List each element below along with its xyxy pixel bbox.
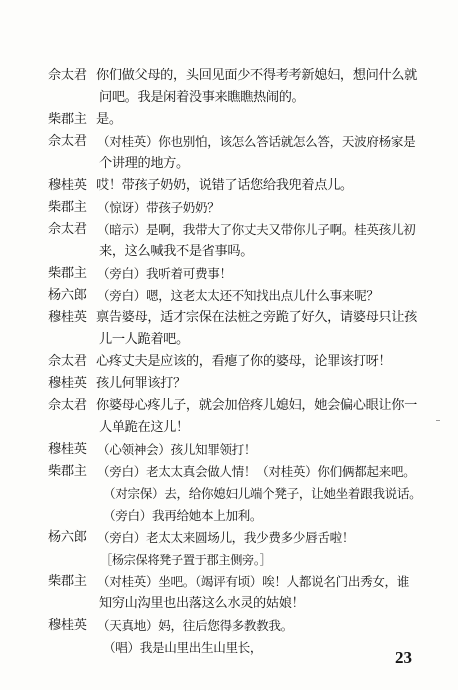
dialogue-line	[0, 351, 458, 373]
dialogue-text: 来，这么喊我不是省事吗。	[99, 244, 254, 259]
dialogue-text: 你婆母心疼儿子，就会加倍疼儿媳妇，她会偏心眼让你一	[96, 398, 417, 413]
speaker-name: 穆桂英	[48, 310, 87, 325]
dialogue-text: 是。	[96, 112, 122, 127]
speaker-name: 柴郡主	[48, 574, 87, 589]
dialogue-line	[0, 637, 458, 659]
stage-direction-text: ［杨宗保将凳子置于郡主侧旁。］	[100, 553, 272, 567]
speaker-name: 杨六郎	[48, 530, 87, 545]
dialogue-line	[0, 527, 458, 549]
dialogue-line	[0, 175, 458, 197]
dialogue-line	[0, 417, 458, 439]
dialogue-text: （对桂英）你也别怕，该怎么答话就怎么答，天波府杨家是	[97, 134, 416, 149]
dialogue-text: （惊讶）带孩子奶奶？	[97, 200, 220, 215]
dialogue-line	[0, 593, 458, 615]
speaker-name: 柴郡主	[48, 464, 87, 479]
dialogue-text: 问吧。我是闲着没事来瞧瞧热闹的。	[99, 90, 305, 105]
speaker-name: 柴郡主	[48, 200, 87, 215]
speaker-name: 穆桂英	[48, 618, 87, 633]
dialogue-line	[0, 307, 458, 329]
dialogue-line	[0, 461, 458, 483]
speaker-name: 佘太君	[48, 398, 87, 413]
dialogue-text: （对桂英）坐吧。（竭评有顷）唉！人都说名门出秀女，谁	[97, 574, 410, 589]
dialogue-line	[0, 109, 458, 131]
dialogue-line	[0, 263, 458, 285]
dialogue-text: 人单跪在这儿！	[99, 420, 189, 435]
speaker-name: 佘太君	[48, 134, 87, 149]
dialogue-line	[0, 65, 458, 87]
dialogue-text: （旁白）我听着可费事！	[97, 266, 232, 281]
dialogue-text: 个讲理的地方。	[99, 156, 189, 171]
dialogue-line	[0, 615, 458, 637]
dialogue-line	[0, 87, 458, 109]
speaker-name: 佘太君	[48, 222, 87, 237]
stage-direction-line	[0, 549, 458, 571]
dialogue-line	[0, 153, 458, 175]
speaker-name: 杨六郎	[48, 288, 87, 303]
dialogue-line	[0, 241, 458, 263]
dialogue-text: 心疼丈夫是应该的，看瘪了你的婆母，论罪该打呀！	[96, 354, 392, 369]
dialogue-text: （旁白）我再给她本上加利。	[103, 508, 263, 523]
dialogue-text: 儿一人跪着吧。	[99, 332, 189, 347]
dialogue-text: （旁白）老太太真会做人情！（对桂英）你们俩都起来吧。	[97, 464, 416, 479]
dialogue-line	[0, 505, 458, 527]
speaker-name: 穆桂英	[48, 178, 87, 193]
dialogue-text: 你们做父母的，头回见面少不得考考新媳妇，想问什么就	[96, 68, 417, 83]
dialogue-line	[0, 483, 458, 505]
dialogue-line	[0, 373, 458, 395]
dialogue-line	[0, 197, 458, 219]
dialogue-text: （暗示）是啊，我带大了你丈夫又带你儿子啊。桂英孩儿初	[97, 222, 416, 237]
speaker-name: 穆桂英	[48, 442, 87, 457]
speaker-name: 佘太君	[48, 68, 87, 83]
page-number: 23	[395, 648, 412, 667]
dialogue-line	[0, 439, 458, 461]
dialogue-line	[0, 285, 458, 307]
dialogue-line	[0, 395, 458, 417]
dialogue-text: （天真地）妈，往后您得多教教我。	[97, 618, 293, 633]
dialogue-line	[0, 571, 458, 593]
dialogue-text: 孩儿何罪该打？	[96, 376, 186, 391]
margin-mark	[436, 420, 440, 421]
dialogue-text: （心领神会）孩儿知罪领打！	[97, 442, 257, 457]
dialogue-text: （对宗保）去，给你媳妇儿端个凳子，让她坐着跟我说话。	[103, 486, 422, 501]
dialogue-line	[0, 219, 458, 241]
dialogue-text: （旁白）嗯，这老太太还不知找出点儿什么事来呢？	[97, 288, 379, 303]
dialogue-text: （唱）我是山里出生山里长，	[103, 640, 263, 655]
dialogue-text: （旁白）老太太来圆场儿，我少费多少唇舌啦！	[97, 530, 355, 545]
dialogue-text: 知穷山沟里也出落这么水灵的姑娘！	[99, 596, 305, 611]
speaker-name: 柴郡主	[48, 266, 87, 281]
dialogue-text: 哎！带孩子奶奶，说错了话您给我兜着点儿。	[96, 178, 353, 193]
dialogue-line	[0, 131, 458, 153]
speaker-name: 佘太君	[48, 354, 87, 369]
dialogue-text: 禀告婆母，适才宗保在法桩之旁跪了好久，请婆母只让孩	[96, 310, 417, 325]
speaker-name: 柴郡主	[48, 112, 87, 127]
speaker-name: 穆桂英	[48, 376, 87, 391]
dialogue-line	[0, 329, 458, 351]
